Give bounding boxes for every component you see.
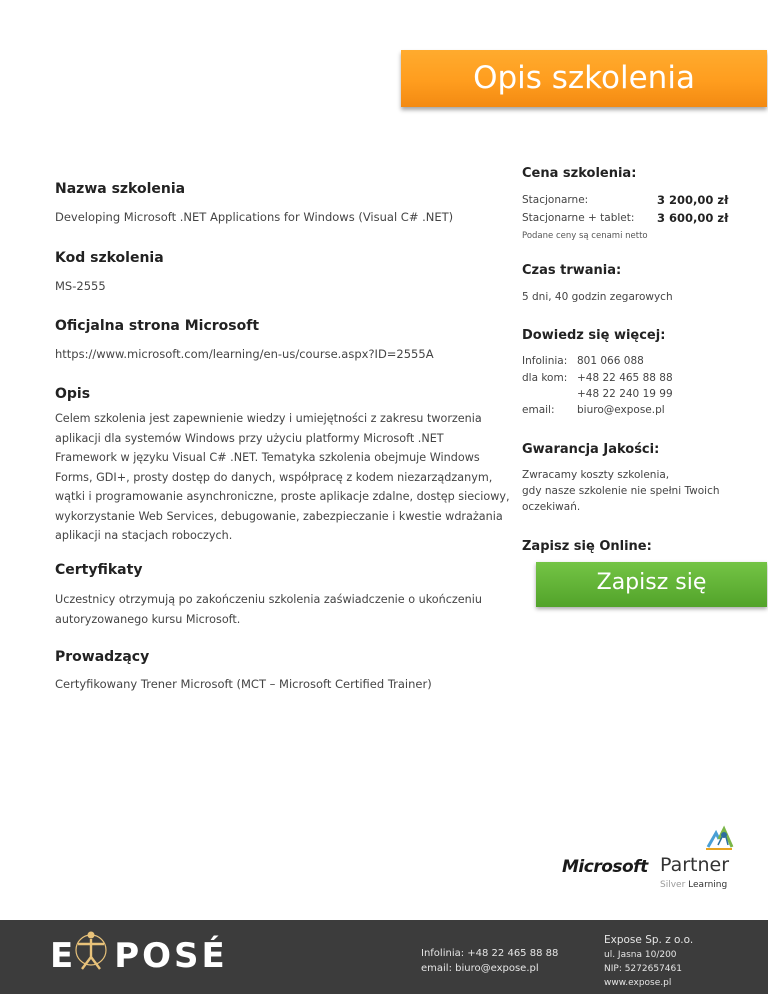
description-line: aplikacji na stacjach roboczych. <box>55 529 233 542</box>
training-code-heading: Kod szkolenia <box>55 250 164 266</box>
trainer-heading: Prowadzący <box>55 649 150 665</box>
description-line: Celem szkolenia jest zapewnienie wiedzy i umiejętności z zakresu tworzenia <box>55 412 482 425</box>
description-line: Framework w języku Visual C# .NET. Tematyka szkolenia obejmuje Windows <box>55 451 480 464</box>
certificates-text <box>55 590 515 629</box>
learning-text: Learning <box>688 880 728 890</box>
quality-line: gdy nasze szkolenie nie spełni Twoich <box>522 485 720 497</box>
email-link[interactable]: biuro@expose.pl <box>577 404 665 416</box>
microsoft-wordmark: Microsoft <box>562 857 648 877</box>
price-row-value: 3 200,00 zł <box>657 193 729 207</box>
training-code-value: MS-2555 <box>55 279 106 293</box>
price-row-value: 3 600,00 zł <box>657 211 729 225</box>
silver-text: Silver <box>660 880 686 890</box>
more-info-heading: Dowiedz się więcej: <box>522 328 666 343</box>
footer-email[interactable]: email: biuro@expose.pl <box>421 963 539 974</box>
page-banner-title: Opis szkolenia <box>401 50 767 107</box>
hotline-value[interactable]: 801 066 088 <box>577 355 644 367</box>
logo-letters: POSÉ <box>114 936 228 976</box>
hotline-label: Infolinia: <box>522 355 568 367</box>
mobile-value[interactable]: +48 22 465 88 88 <box>577 372 673 384</box>
footer-company: Expose Sp. z o.o. <box>604 934 694 946</box>
training-name-value: Developing Microsoft .NET Applications for Windows (Visual C# .NET) <box>55 210 454 224</box>
footer-address: ul. Jasna 10/200 <box>604 950 677 960</box>
certificates-heading: Certyfikaty <box>55 562 143 578</box>
footer-nip: NIP: 5272657461 <box>604 964 682 974</box>
quality-heading: Gwarancja Jakości: <box>522 442 660 457</box>
duration-heading: Czas trwania: <box>522 263 622 278</box>
certificates-line: autoryzowanego kursu Microsoft. <box>55 612 241 626</box>
training-name-heading: Nazwa szkolenia <box>55 181 186 197</box>
description-heading: Opis <box>55 386 91 402</box>
official-site-heading: Oficjalna strona Microsoft <box>55 318 260 334</box>
price-note: Podane ceny są cenami netto <box>522 231 648 241</box>
footer-phone[interactable]: Infolinia: +48 22 465 88 88 <box>421 948 559 959</box>
description-text <box>55 409 515 546</box>
official-site-link[interactable]: https://www.microsoft.com/learning/en-us/course.aspx?ID=2555A <box>55 347 434 361</box>
footer <box>0 920 768 994</box>
partner-word: Partner <box>660 854 730 876</box>
signup-heading: Zapisz się Online: <box>522 539 652 554</box>
price-heading: Cena szkolenia: <box>522 166 637 181</box>
logo-letter: E <box>50 936 77 976</box>
description-line: aplikacji dla systemów Windows przy użyciu platformy Microsoft .NET <box>55 431 444 445</box>
email-label: email: <box>522 404 555 416</box>
quality-line: oczekiwań. <box>522 501 581 513</box>
microsoft-partner-logo <box>562 823 732 895</box>
mobile-value[interactable]: +48 22 240 19 99 <box>577 388 673 400</box>
quality-line: Zwracamy koszty szkolenia, <box>522 469 670 481</box>
price-row-label: Stacjonarne + tablet: <box>522 212 635 224</box>
footer-website[interactable]: www.expose.pl <box>604 978 672 988</box>
partner-badge-icon <box>702 823 736 855</box>
partner-level <box>660 880 727 890</box>
signup-button[interactable]: Zapisz się <box>536 562 767 607</box>
trainer-value: Certyfikowany Trener Microsoft (MCT – Microsoft Certified Trainer) <box>55 677 432 691</box>
description-line: Forms, GDI+, prosty dostęp do danych, współpracę z kodem niezarządzanym, <box>55 470 493 484</box>
certificates-line: Uczestnicy otrzymują po zakończeniu szkolenia zaświadczenie o ukończeniu <box>55 593 482 606</box>
description-line: wątki i programowanie asynchroniczne, proste aplikacje zdalne, dostęp sieciowy, <box>55 490 510 503</box>
price-row-label: Stacjonarne: <box>522 194 589 206</box>
mobile-label: dla kom: <box>522 372 568 384</box>
vitruvian-figure-icon <box>74 926 108 974</box>
duration-value: 5 dni, 40 godzin zegarowych <box>522 291 673 303</box>
description-line: wykorzystanie Web Services, debugowanie, zabezpieczanie i kwestie wdrażania <box>55 509 503 523</box>
